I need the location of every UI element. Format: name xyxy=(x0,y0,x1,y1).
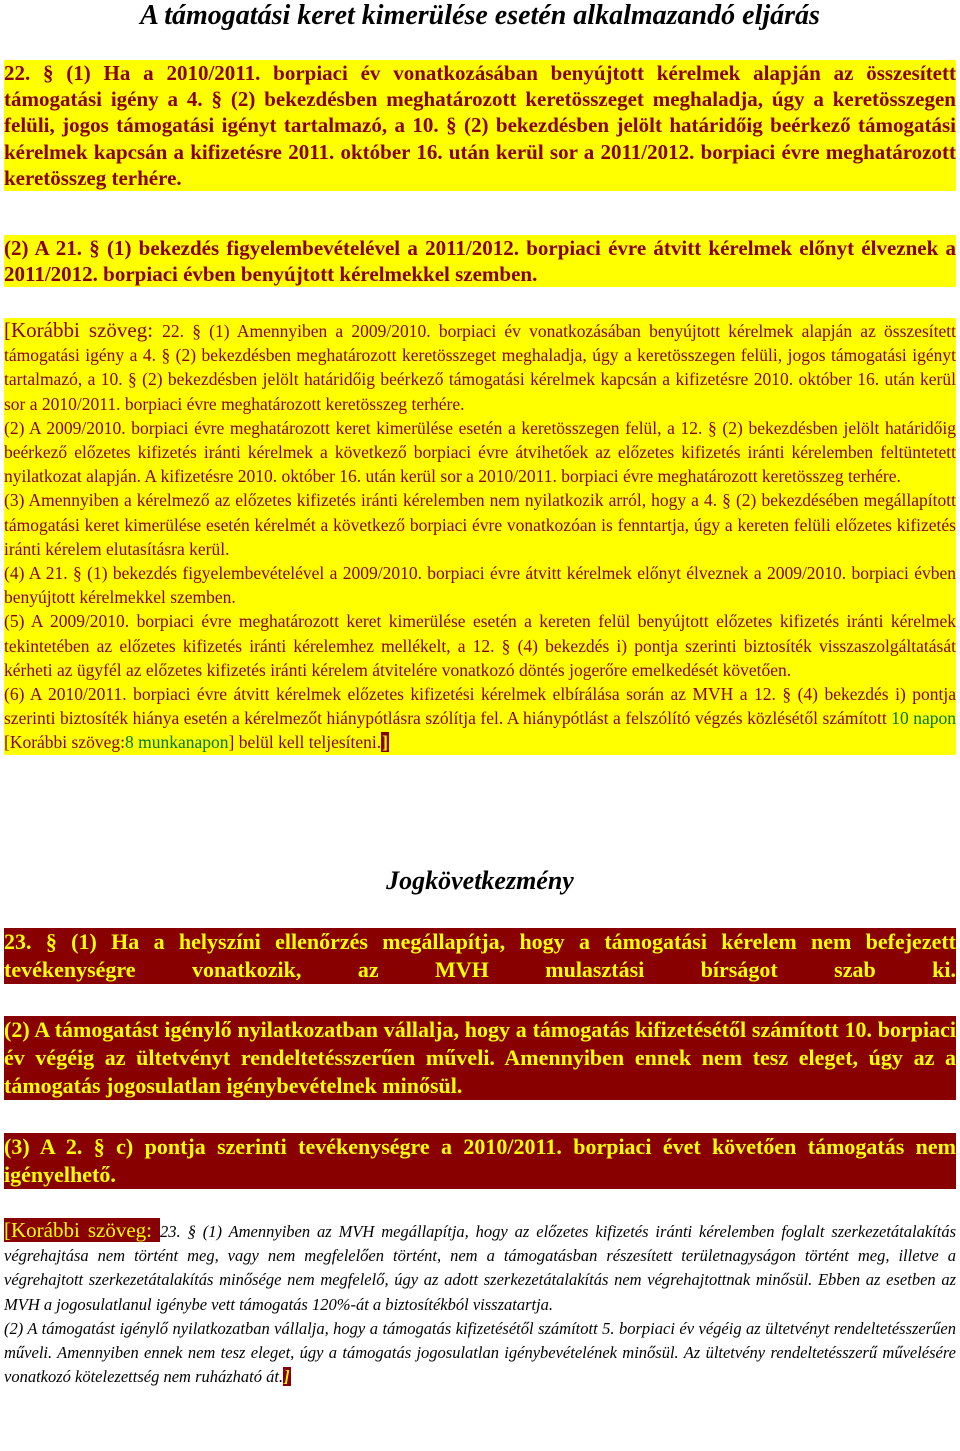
previous-22-paragraph-3: (3) Amennyiben a kérelmező az előzetes kifizetés iránti kérelemben nem nyilatkozik arról, hogy a 4. § (2) bekezdésében megállapított támogatási keret kimerülése esetén kérelmét a következő borpiaci évre vonatkozóan is fenntartja, úgy a kereten felüli előzetes kifizetés iránti kérelem elutasításra kerül. xyxy=(4,490,956,559)
previous-23-paragraph-2: (2) A támogatást igénylő nyilatkozatban vállalja, hogy a támogatás kifizetésétől számított 5. borpiaci év végéig az ültetvényt rendeltetésszerűen műveli. Amennyiben ennek nem tesz eleget, úgy a támogatás jogosulatlan igénybevételének minősül. Az ültetvény rendeltetésszerű művelésére vonatkozó kötelezettség nem ruházható át. xyxy=(4,1318,956,1387)
previous-text-23 xyxy=(4,1218,956,1389)
section-heading: Jogkövetkezmény xyxy=(386,866,574,895)
section-23-paragraph-2: (2) A támogatást igénylő nyilatkozatban vállalja, hogy a támogatás kifizetésétől számított 10. borpiaci év végéig az ültetvényt rendeltetésszerűen műveli. Amennyiben ennek nem tesz eleget, úgy az a támogatás jogosulatlan igénybevételnek minősül. xyxy=(4,1017,956,1098)
inner-previous-text-label: [Korábbi szöveg: xyxy=(4,732,126,753)
previous-22-paragraph-4: (4) A 21. § (1) bekezdés figyelembevételével a 2009/2010. borpiaci évre átvitt kérelmek előnyt élveznek a 2009/2010. borpiaci évben benyújtott kérelmekkel szemben. xyxy=(4,563,956,608)
previous-22-paragraph-6: (6) A 2010/2011. borpiaci évre átvitt kérelmek előzetes kifizetési kérelmek elbírálása során az MVH a 12. § (4) bekezdés i) pontja szerinti biztosíték hiánya esetén a kérelmezőt hiánypótlásra szólítja fel. A hiánypótlást a xyxy=(4,684,956,729)
section-22-paragraph-1: 22. § (1) Ha a 2010/2011. borpiaci év vonatkozásában benyújtott kérelmek alapján az összesített támogatási igény a 4. § (2) bekezdésben meghatározott keretösszeget meghaladja, úgy a keretösszegen felüli, jogos támogatási igényt tartalmazó, a 10. § (2) bekezdésben jelölt határidőig beérkező támogatási kérelmek kapcsán a kifizetésre 2011. október 16. után kerül sor a 2011/2012. borpiaci évre meghatározott keretösszeg terhére. xyxy=(4,61,956,190)
new-deadline-text: 10 napon xyxy=(891,708,957,729)
section-23-paragraph-3: (3) A 2. § c) pontja szerinti tevékenységre a 2010/2011. borpiaci évet követően támogatás nem igényelhető. xyxy=(4,1134,956,1187)
previous-text-label: [Korábbi szöveg: xyxy=(4,318,163,342)
previous-text-22 xyxy=(4,318,956,755)
closing-bracket-23: ] xyxy=(284,1367,290,1387)
previous-text-23-label: [Korábbi szöveg: xyxy=(4,1218,161,1242)
previous-23-paragraph-1: 23. § (1) Amennyiben az MVH megállapítja, hogy az előzetes kifizetés iránti kérelemben foglalt szerkezetátalakítás végrehajtása nem történt meg, vagy nem megfelelően történt, nem a támogatásban részesített területnagyságon történt meg, illetve a végrehajtott szerkezetátalakítás minősége nem megfelelő, úgy az adott szerkezetátalakítás nem végrehajtottnak minősül. Ebben az esetben az MVH a jogosulatlanul igénybe vett támogatás 120%-át a biztosítékból visszatartja. xyxy=(4,1222,956,1314)
old-deadline-text: 8 munkanapon xyxy=(125,732,229,753)
closing-bracket: ] xyxy=(382,732,388,753)
section-23-paragraph-1: 23. § (1) Ha a helyszíni ellenőrzés megállapítja, hogy a támogatási kérelem nem befejezett tevékenységre vonatkozik, az MVH mulasztási bírságot szab ki. xyxy=(4,929,956,982)
inner-bracket-close: ] xyxy=(228,732,235,753)
page-title: A támogatási keret kimerülése esetén alkalmazandó eljárás xyxy=(140,0,820,31)
previous-22-paragraph-1: 22. § (1) Amennyiben a 2009/2010. borpiaci év vonatkozásában benyújtott kérelmek alapján az összesített támogatási igény a 4. § (2) bekezdésben meghatározott keretösszeget meghaladja, úgy a keretösszegen felüli, jogos támogatási igényt tartalmazó, a 10. § (2) bekezdésben jelölt határidőig beérkező támogatási kérelmek kapcsán a kifizetésre 2010. október 16. után kerül sor a 2010/2011. borpiaci évre meghatározott keretösszeg terhére. xyxy=(4,321,956,414)
section-22-paragraph-2: (2) A 21. § (1) bekezdés figyelembevételével a 2011/2012. borpiaci évre átvitt kérelmek előnyt élveznek a 2011/2012. borpiaci évben benyújtott kérelmekkel szemben. xyxy=(4,236,956,287)
previous-22-paragraph-6-end: belül kell teljesíteni. xyxy=(234,732,382,753)
previous-22-paragraph-5: (5) A 2009/2010. borpiaci évre meghatározott keret kimerülése esetén a kereten felül benyújtott előzetes kifizetés iránti kérelmek tekintetében az előzetes kifizetés iránti kérelemhez mellékelt, a 12. § (4) bekezdés i) pontja szerinti biztosíték visszaszolgáltatását kérheti az ügyfél az előzetes kifizetés iránti kérelem átvitelére vonatkozó döntés jogerőre emelkedését követően. xyxy=(4,611,956,680)
previous-22-paragraph-6-cont: felszólító végzés közlésétől számított xyxy=(625,708,892,729)
previous-22-paragraph-2: (2) A 2009/2010. borpiaci évre meghatározott keret kimerülése esetén a keretösszegen felül, a 12. § (2) bekezdésben jelölt határidőig beérkező előzetes kifizetés iránti kérelmek a következő borpiaci évre átvihetőek az előzetes kifizetés iránti kérelemben feltüntetett nyilatkozat alapján. A kifizetésre 2010. október 16. után kerül sor a 2010/2011. borpiaci évre meghatározott keretösszeg terhére. xyxy=(4,417,956,487)
